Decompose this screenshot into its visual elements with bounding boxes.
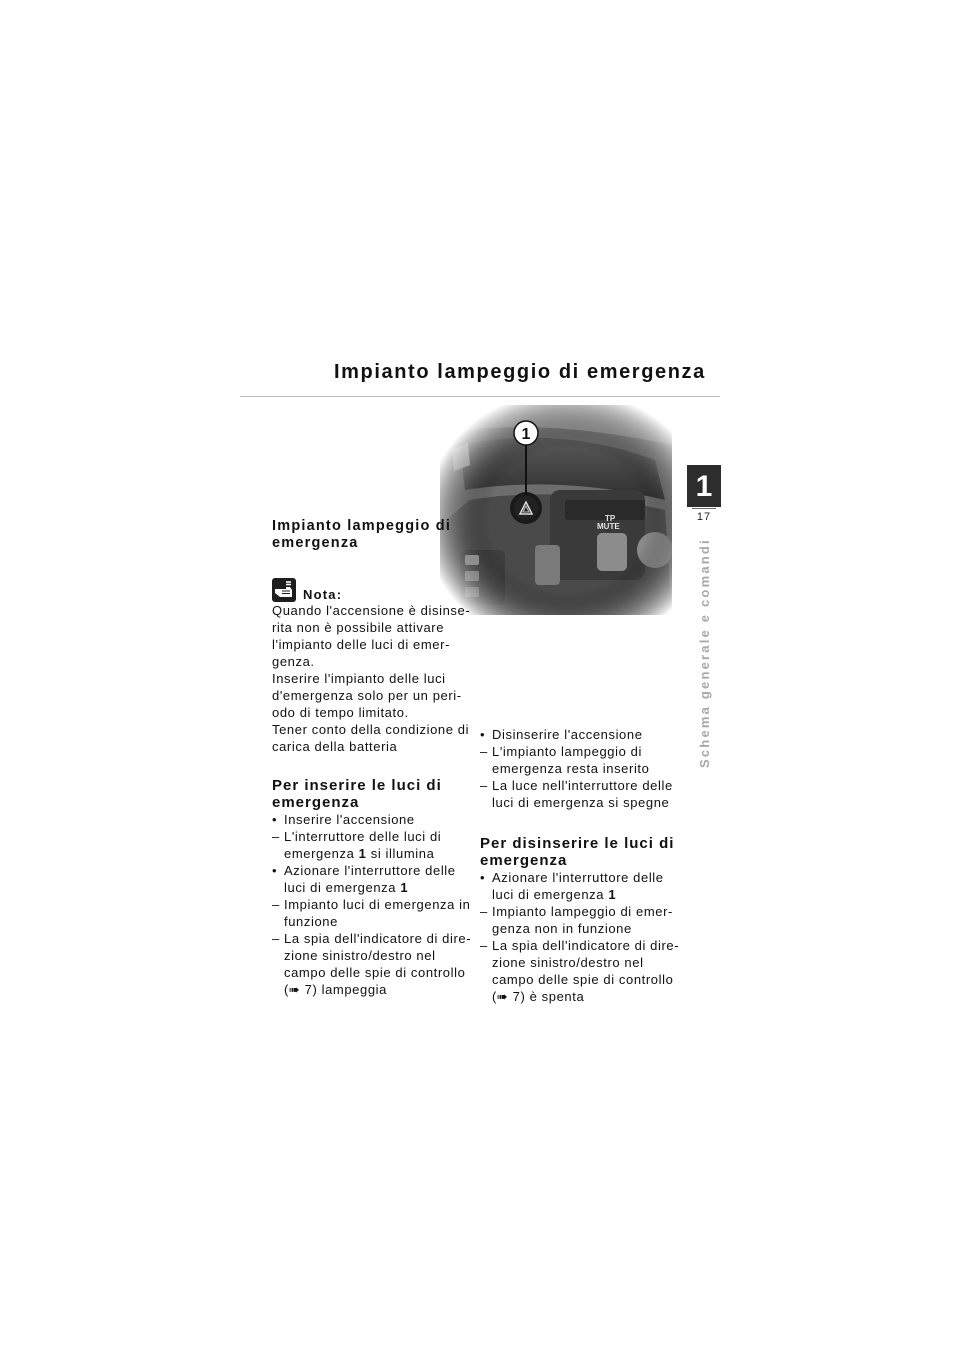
- list-item: – Impianto lampeggio di emer- genza non in funzione: [480, 904, 673, 936]
- callout-1: 1: [521, 426, 531, 443]
- list-item: • Azionare l'interruttore delle luci di emergenza 1: [272, 863, 456, 895]
- list-item: – La spia dell'indicatore di dire- zione sinistro/destro nel campo delle spie di controllo (➠ 7) è spenta: [480, 938, 680, 1004]
- list-item: – La luce nell'interruttore delle luci di emergenza si spegne: [480, 778, 673, 810]
- section-subtitle: Impianto lampeggio di emergenza: [272, 518, 452, 551]
- left-column: [272, 518, 482, 998]
- list-item: – La spia dell'indicatore di dire- zione sinistro/destro nel campo delle spie di controllo (➠ 7) lampeggia: [272, 931, 472, 997]
- page-number: 17: [696, 511, 712, 523]
- chapter-side-label: Schema generale e comandi: [697, 538, 712, 768]
- list-item: • Inserire l'accensione: [272, 812, 415, 827]
- list-item: – L'interruttore delle luci di emergenza 1 si illumina: [272, 829, 442, 861]
- title-divider: [240, 396, 720, 397]
- hand-note-icon: [272, 578, 296, 602]
- right-column: [480, 726, 690, 1005]
- list-item: • Disinserire l'accensione: [480, 727, 643, 742]
- note-heading: [272, 572, 482, 602]
- list-item: • Azionare l'interruttore delle luci di emergenza 1: [480, 870, 664, 902]
- page-title: Impianto lampeggio di emergenza: [334, 361, 706, 383]
- note-label: Nota:: [303, 587, 343, 602]
- section-heading-deactivate: Per disinserire le luci di emergenza: [480, 835, 675, 869]
- note-text: Quando l'accensione è disinse- rita non è possibile attivare l'impianto delle luci di emer- genza. Inserire l'impianto delle luci d'emergenza solo per un peri- odo di tempo limitato. Tener conto della condizione di carica della batteria: [272, 603, 471, 754]
- section-heading-activate: Per inserire le luci di emergenza: [272, 777, 442, 811]
- list-item: – L'impianto lampeggio di emergenza resta inserito: [480, 744, 650, 776]
- chapter-tab: 1: [687, 465, 721, 507]
- list-item: – Impianto luci di emergenza in funzione: [272, 897, 471, 929]
- page-number-divider: [692, 508, 716, 509]
